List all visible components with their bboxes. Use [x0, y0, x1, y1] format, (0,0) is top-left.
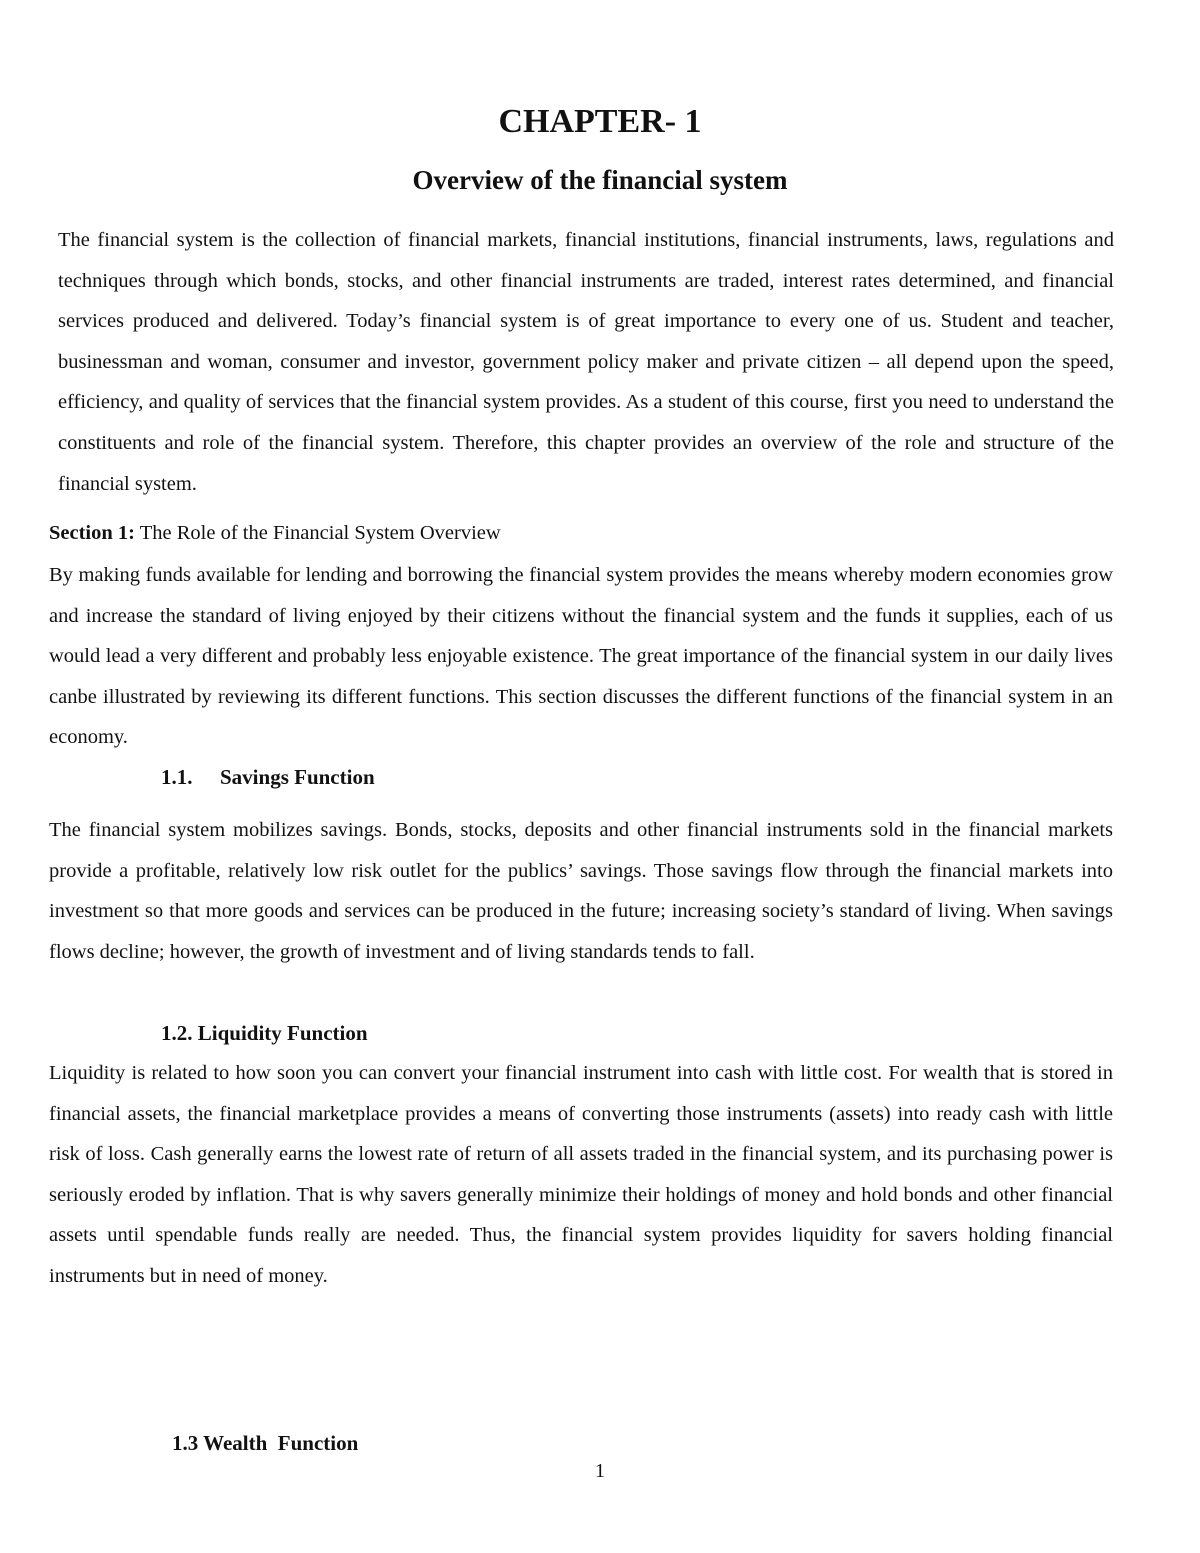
section-1-paragraph: By making funds available for lending and borrowing the financial system provides the means whereby modern economies grow and increase the standard of living enjoyed by their citizens without the financial system and the funds it supplies, each of us would lead a very different and probably less enjoyable existence. The great importance of the financial system in our daily lives canbe illustrated by reviewing its different functions. This section discusses the different functions of the financial system in an economy. [49, 564, 1113, 749]
savings-function-number: 1.1. [161, 765, 193, 789]
section-1-label: Section 1: [49, 522, 135, 544]
wealth-function-heading: 1.3 Wealth Function [172, 1431, 359, 1455]
liquidity-function-paragraph: Liquidity is related to how soon you can convert your financial instrument into cash with little cost. For wealth that is stored in financial assets, the financial marketplace provides a means of converting those instruments (assets) into ready cash with little risk of loss. Cash generally earns the lowest rate of return of all assets traded in the financial system, and its purchasing power is seriously eroded by inflation. That is why savers generally minimize their holdings of money and hold bonds and other financial assets until spendable funds really are needed. Thus, the financial system provides liquidity for savers holding financial instruments but in need of money. [49, 1062, 1113, 1287]
chapter-number: CHAPTER- 1 [498, 103, 702, 140]
chapter-title: Overview of the financial system [412, 165, 788, 195]
page-number: 1 [595, 1460, 605, 1482]
savings-function-paragraph: The financial system mobilizes savings. Bonds, stocks, deposits and other financial instruments sold in the financial markets provide a profitable, relatively low risk outlet for the publics’ savings. Those savings flow through the financial markets into investment so that more goods and services can be produced in the future; increasing society’s standard of living. When savings flows decline; however, the growth of investment and of living standards tends to fall. [49, 819, 1113, 963]
savings-function-heading [161, 762, 375, 792]
intro-paragraph: The financial system is the collection of financial markets, financial institutions, financial instruments, laws, regulations and techniques through which bonds, stocks, and other financial instruments are traded, interest rates determined, and financial services produced and delivered. Today’s financial system is of great importance to every one of us. Student and teacher, businessman and woman, consumer and investor, government policy maker and private citizen – all depend upon the speed, efficiency, and quality of services that the financial system provides. As a student of this course, first you need to understand the constituents and role of the financial system. Therefore, this chapter provides an overview of the role and structure of the financial system. [58, 229, 1114, 495]
section-1-title: The Role of the Financial System Overview [134, 522, 501, 544]
section-1-heading [49, 518, 501, 548]
liquidity-function-heading: 1.2. Liquidity Function [161, 1021, 368, 1045]
savings-function-title: Savings Function [220, 765, 375, 789]
